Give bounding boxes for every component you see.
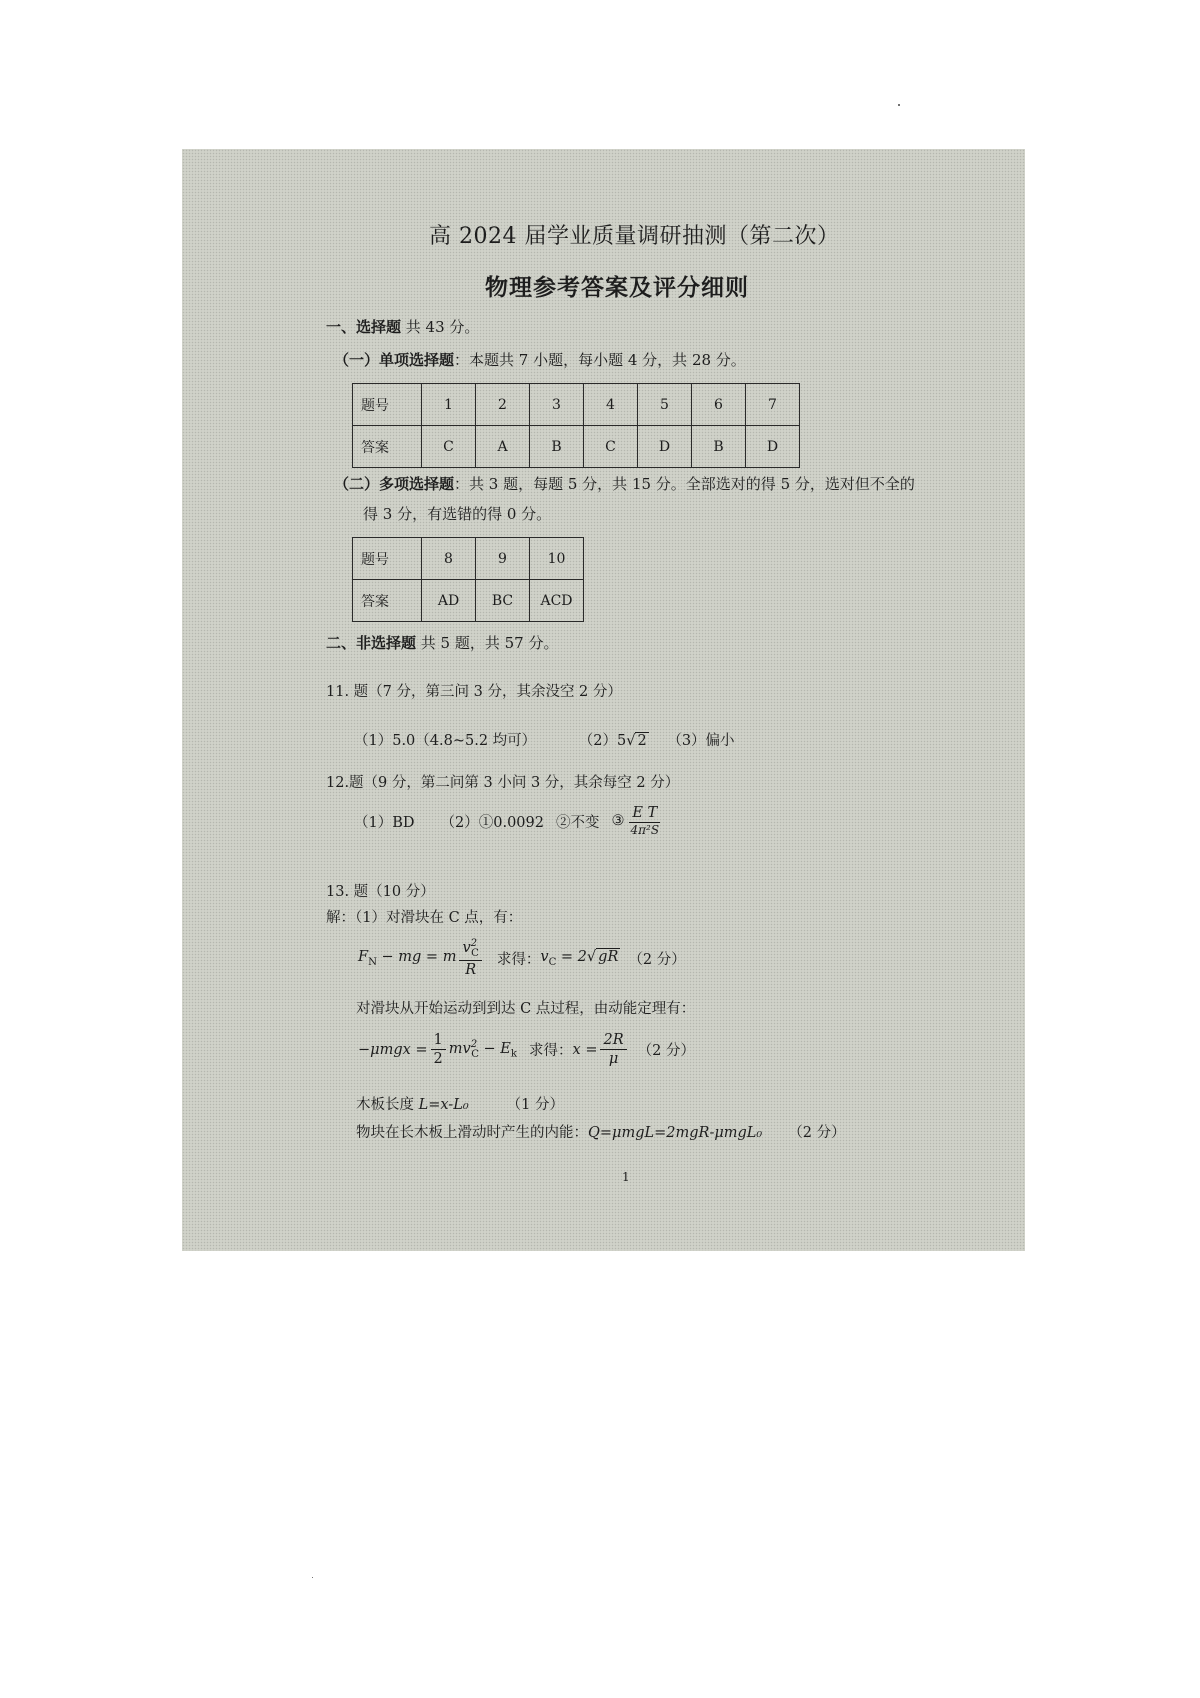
answer-cell: A [476, 426, 530, 468]
q13-line-4 [356, 1121, 846, 1142]
table-row [353, 580, 584, 622]
answer-cell: AD [422, 580, 476, 622]
row-header: 答案 [353, 580, 422, 622]
question-number: 1 [422, 384, 476, 426]
fraction-numerator: $v^2_C$ [459, 938, 481, 961]
eq1-score: （2 分） [628, 952, 686, 969]
q12-answer-4-fraction [627, 804, 662, 838]
question-number: 3 [530, 384, 584, 426]
eq2-rhs: $mv^2_C - E_k$ [448, 1039, 518, 1060]
answer-cell: C [422, 426, 476, 468]
part2-heading [334, 473, 915, 494]
q13-equation-1 [358, 938, 686, 980]
multi-choice-answer-table [352, 537, 584, 622]
single-choice-answer-table [352, 383, 800, 468]
exam-title: 高 2024 届学业质量调研抽测（第二次） [429, 224, 840, 249]
line3-text: 木板长度 [356, 1097, 419, 1113]
q12-answer-2: （2）①0.0092 [440, 814, 544, 831]
eq2-result-x: x = [572, 1041, 598, 1058]
answer-cell: ACD [530, 580, 584, 622]
q11-answer-2-prefix: （2）5 [578, 733, 627, 749]
table-row [353, 384, 800, 426]
q12-title: 12.题（9 分，第二问第 3 小问 3 分，其余每空 2 分） [326, 775, 680, 791]
section1-heading [326, 316, 479, 337]
row-header: 题号 [353, 538, 422, 580]
part1-label: （一）单项选择题 [334, 351, 455, 369]
table-row [353, 538, 584, 580]
eq1-solve-label: 求得： [496, 952, 541, 969]
q13-line-3 [356, 1093, 564, 1114]
line4-score: （2 分） [788, 1125, 846, 1141]
question-number: 8 [422, 538, 476, 580]
q11-answer-2-radicand: 2 [637, 733, 647, 749]
part2-desc-line1: ：共 3 题，每题 5 分，共 15 分。全部选对的得 5 分，选对但不全的 [454, 475, 915, 493]
question-number: 5 [638, 384, 692, 426]
q12-answers [354, 804, 665, 838]
eq2-solve-label: 求得： [529, 1043, 573, 1060]
fraction-numerator: E T [629, 804, 660, 823]
row-header: 答案 [353, 426, 422, 468]
eq2-score: （2 分） [637, 1043, 695, 1060]
question-number: 9 [476, 538, 530, 580]
row-header: 题号 [353, 384, 422, 426]
q11-title: 11. 题（7 分，第三问 3 分，其余没空 2 分） [326, 684, 622, 700]
q11-answer-2: （2）5√ 2 [578, 733, 647, 749]
line3-score: （1 分） [506, 1097, 564, 1113]
answer-cell: C [584, 426, 638, 468]
question-number: 6 [692, 384, 746, 426]
part1-desc: ：本题共 7 小题，每小题 4 分，共 28 分。 [454, 351, 746, 369]
fraction-denominator: 2 [433, 1051, 443, 1068]
answer-cell: B [530, 426, 584, 468]
fraction-denominator: μ [608, 1051, 619, 1068]
eq1-fraction [459, 938, 481, 980]
eq2-half-fraction [431, 1031, 446, 1068]
answer-cell: D [746, 426, 800, 468]
part2-desc-line2: 得 3 分，有选错的得 0 分。 [363, 505, 552, 523]
page-number: 1 [622, 1170, 630, 1184]
section1-note: 共 43 分。 [401, 318, 480, 336]
part1-heading [334, 349, 746, 370]
section2-title: 二、非选择题 [326, 634, 417, 652]
eq1-result: $v_C = 2√$ gR [540, 949, 619, 969]
answer-cell: D [638, 426, 692, 468]
q13-equation-2 [358, 1031, 695, 1068]
q12-answer-4 [611, 804, 665, 838]
eq2-lhs: −μmgx = [358, 1041, 428, 1058]
part2-label: （二）多项选择题 [334, 475, 455, 493]
q11-answer-3: （3）偏小 [667, 733, 735, 749]
table-row [353, 426, 800, 468]
question-number: 4 [584, 384, 638, 426]
fraction-denominator: R [465, 962, 477, 979]
line3-math: L=x-L₀ [418, 1097, 469, 1113]
q12-answer-1: （1）BD [354, 814, 415, 831]
q11-answers [354, 729, 735, 750]
section1-title: 一、选择题 [326, 318, 402, 336]
q12-answer-3: ②不变 [555, 814, 600, 831]
section2-heading [326, 632, 559, 653]
q13-title: 13. 题（10 分） [326, 884, 435, 900]
q13-intro: 解：（1）对滑块在 C 点，有： [326, 910, 523, 926]
eq2-result-fraction [600, 1031, 626, 1068]
document-subtitle: 物理参考答案及评分细则 [485, 274, 749, 301]
fraction-numerator: 1 [431, 1031, 446, 1050]
line4-math: Q=μmgL=2mgR-μmgL₀ [588, 1125, 763, 1141]
eq1-lhs: $F_N$ − mg = m [358, 949, 457, 969]
speck-top [898, 104, 900, 106]
q12-answer-4-prefix: ③ [611, 813, 625, 830]
q13-line-2: 对滑块从开始运动到到达 C 点过程，由动能定理有： [356, 1001, 696, 1017]
fraction-denominator: 4π²S [630, 823, 660, 838]
question-number: 2 [476, 384, 530, 426]
section2-note: 共 5 题，共 57 分。 [416, 634, 559, 652]
answer-cell: BC [476, 580, 530, 622]
speck-bottom [312, 1577, 313, 1578]
question-number: 10 [530, 538, 584, 580]
answer-sheet [182, 149, 1025, 1251]
q11-answer-1: （1）5.0（4.8~5.2 均可） [354, 733, 537, 749]
answer-cell: B [692, 426, 746, 468]
line4-text: 物块在长木板上滑动时产生的内能： [356, 1125, 588, 1141]
question-number: 7 [746, 384, 800, 426]
fraction-numerator: 2R [600, 1031, 626, 1050]
